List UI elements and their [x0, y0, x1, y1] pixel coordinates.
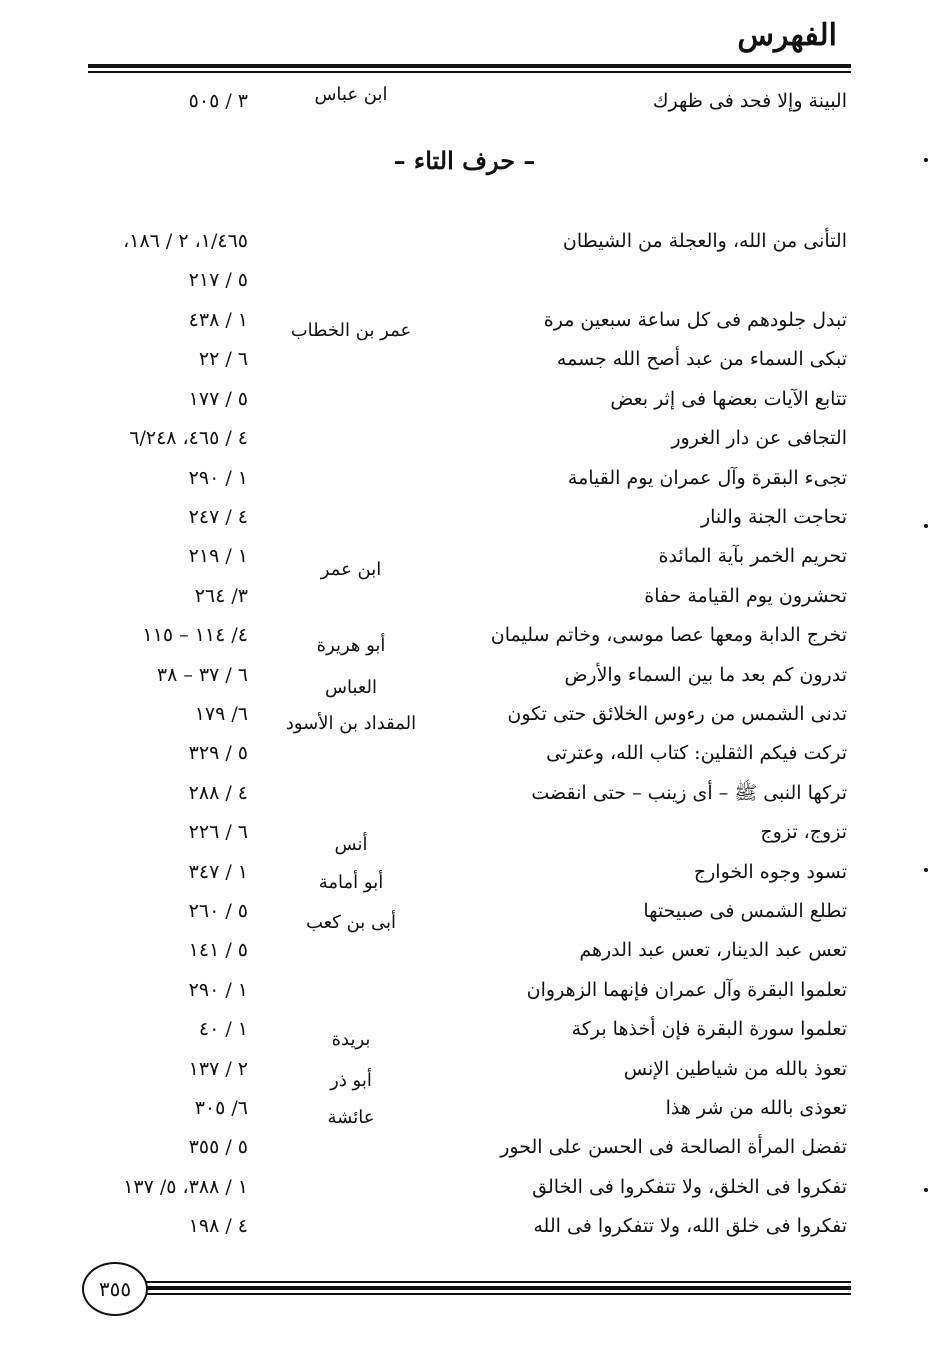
- index-entry-text: تحاجت الجنة والنار: [700, 506, 847, 528]
- index-entry-ref: ١ / ٣٤٧: [188, 861, 248, 883]
- index-entry-ref: ٤/ ١١٤ – ١١٥: [142, 624, 248, 646]
- index-entry-ref: ٤ / ٢٤٧: [188, 506, 248, 528]
- index-entry-text: تفكروا فى الخلق، ولا تتفكروا فى الخالق: [532, 1176, 847, 1198]
- top-entry-narrator: ابن عباس: [314, 84, 388, 105]
- margin-mark: [924, 158, 928, 162]
- index-entry-text: تفضل المرأة الصالحة فى الحسن على الحور: [500, 1136, 847, 1158]
- index-entry-text: تسود وجوه الخوارج: [693, 861, 847, 883]
- index-entry-ref: ١ / ٢٩٠: [188, 979, 248, 1001]
- index-entry-text: تعلموا البقرة وآل عمران فإنهما الزهروان: [526, 979, 847, 1001]
- index-entry-text: تبكى السماء من عبد أصح الله جسمه: [556, 348, 847, 370]
- index-entry-text: تزوج، تزوج: [760, 821, 847, 843]
- index-entry-ref: ٥ / ١٤١: [188, 939, 248, 961]
- index-entry-ref: ٥ / ٣٥٥: [188, 1136, 248, 1158]
- narrator-label: أبو ذر: [330, 1070, 372, 1091]
- margin-mark: [924, 868, 928, 872]
- index-entry-ref: ١ / ٣٨٨، ٥/ ١٣٧: [123, 1176, 248, 1198]
- header-rule-thin: [88, 71, 851, 73]
- narrator-label: العباس: [324, 677, 378, 698]
- index-entry-ref: ٢ / ١٣٧: [188, 1058, 248, 1080]
- index-entry-text: تدنى الشمس من رءوس الخلائق حتى تكون: [507, 703, 847, 725]
- index-entry-ref: ١ / ٢٩٠: [188, 467, 248, 489]
- index-entry-ref: ٥ / ٢٦٠: [188, 900, 248, 922]
- narrator-label: أبو هريرة: [316, 635, 386, 656]
- index-entry-ref: ٦ / ٢٢٦: [188, 821, 248, 843]
- top-entry-ref: ٣ / ٥٠٥: [188, 90, 248, 112]
- index-entry-ref: ٦ / ٣٧ – ٣٨: [156, 664, 248, 686]
- index-entry-text: تدرون كم بعد ما بين السماء والأرض: [564, 664, 847, 686]
- narrator-label: أبو أمامة: [318, 872, 384, 893]
- index-entry-text: تحشرون يوم القيامة حفاة: [644, 585, 847, 607]
- margin-mark: [924, 524, 928, 528]
- index-entry-text: تبدل جلودهم فى كل ساعة سبعين مرة: [543, 309, 847, 331]
- index-entry-ref: ١ / ٢١٩: [188, 545, 248, 567]
- index-entry-text: تركها النبى ﷺ – أى زينب – حتى انقضت: [531, 782, 847, 804]
- narrator-label: عائشة: [327, 1107, 375, 1128]
- index-entry-text: تعس عبد الدينار، تعس عبد الدرهم: [579, 939, 847, 961]
- index-entry-ref: ٦ / ٢٢: [198, 348, 248, 370]
- index-entry-ref: ٤ / ١٩٨: [188, 1215, 248, 1237]
- index-entry-ref: ٥ / ٣٢٩: [188, 742, 248, 764]
- narrator-label: المقداد بن الأسود: [285, 713, 417, 734]
- narrator-label: عمر بن الخطاب: [290, 320, 412, 341]
- index-entry-ref: ٤ / ٤٦٥، ٦/٢٤٨: [129, 427, 248, 449]
- index-entry-text: تطلع الشمس فى صبيحتها: [643, 900, 847, 922]
- index-entry-ref: ١ / ٤٠: [198, 1018, 248, 1040]
- top-entry-text: البينة وإلا فحد فى ظهرك: [652, 90, 847, 112]
- index-entry-ref: ٦/ ١٧٩: [194, 703, 248, 725]
- index-entry-text: تعوذ بالله من شياطين الإنس: [623, 1058, 847, 1080]
- index-entry-text: تحريم الخمر بآية المائدة: [658, 545, 847, 567]
- index-entry-ref: ٣/ ٢٦٤: [194, 585, 248, 607]
- footer-rule-thick: [146, 1286, 851, 1290]
- header-rule: [88, 64, 851, 68]
- index-entry-text: تعوذى بالله من شر هذا: [665, 1097, 847, 1119]
- margin-mark: [924, 1188, 928, 1192]
- narrator-label: بريدة: [331, 1029, 371, 1050]
- page-title: الفهرس: [737, 18, 837, 53]
- index-entry-ref: ٥ / ١٧٧: [188, 388, 248, 410]
- index-entry-text: تعلموا سورة البقرة فإن أخذها بركة: [571, 1018, 847, 1040]
- index-entry-text: تركت فيكم الثقلين: كتاب الله، وعترتى: [546, 742, 847, 764]
- index-entry-ref: ٦/ ٣٠٥: [194, 1097, 248, 1119]
- index-entry-text: التأنى من الله، والعجلة من الشيطان: [562, 230, 847, 252]
- narrator-label: أبى بن كعب: [305, 912, 397, 933]
- index-entry-text: تجىء البقرة وآل عمران يوم القيامة: [567, 467, 847, 489]
- index-entry-ref: ٥ / ٢١٧: [188, 269, 248, 291]
- index-entry-text: التجافى عن دار الغرور: [671, 427, 847, 449]
- index-entry-ref: ٤ / ٢٨٨: [188, 782, 248, 804]
- index-entry-ref: ١/٤٦٥، ٢ / ١٨٦،: [123, 230, 248, 252]
- narrator-label: أنس: [334, 834, 368, 855]
- narrator-label: ابن عمر: [320, 559, 382, 580]
- footer-rule: [146, 1281, 851, 1283]
- index-entry-ref: ١ / ٤٣٨: [188, 309, 248, 331]
- section-heading: – حرف التاء –: [393, 146, 536, 175]
- index-entry-text: تخرج الدابة ومعها عصا موسى، وخاتم سليمان: [490, 624, 847, 646]
- index-entry-text: تفكروا فى خلق الله، ولا تتفكروا فى الله: [533, 1215, 847, 1237]
- page-number: ٣٥٥: [82, 1262, 148, 1316]
- index-entry-text: تتابع الآيات بعضها فى إثر بعض: [610, 388, 847, 410]
- footer-rule-thin: [146, 1293, 851, 1295]
